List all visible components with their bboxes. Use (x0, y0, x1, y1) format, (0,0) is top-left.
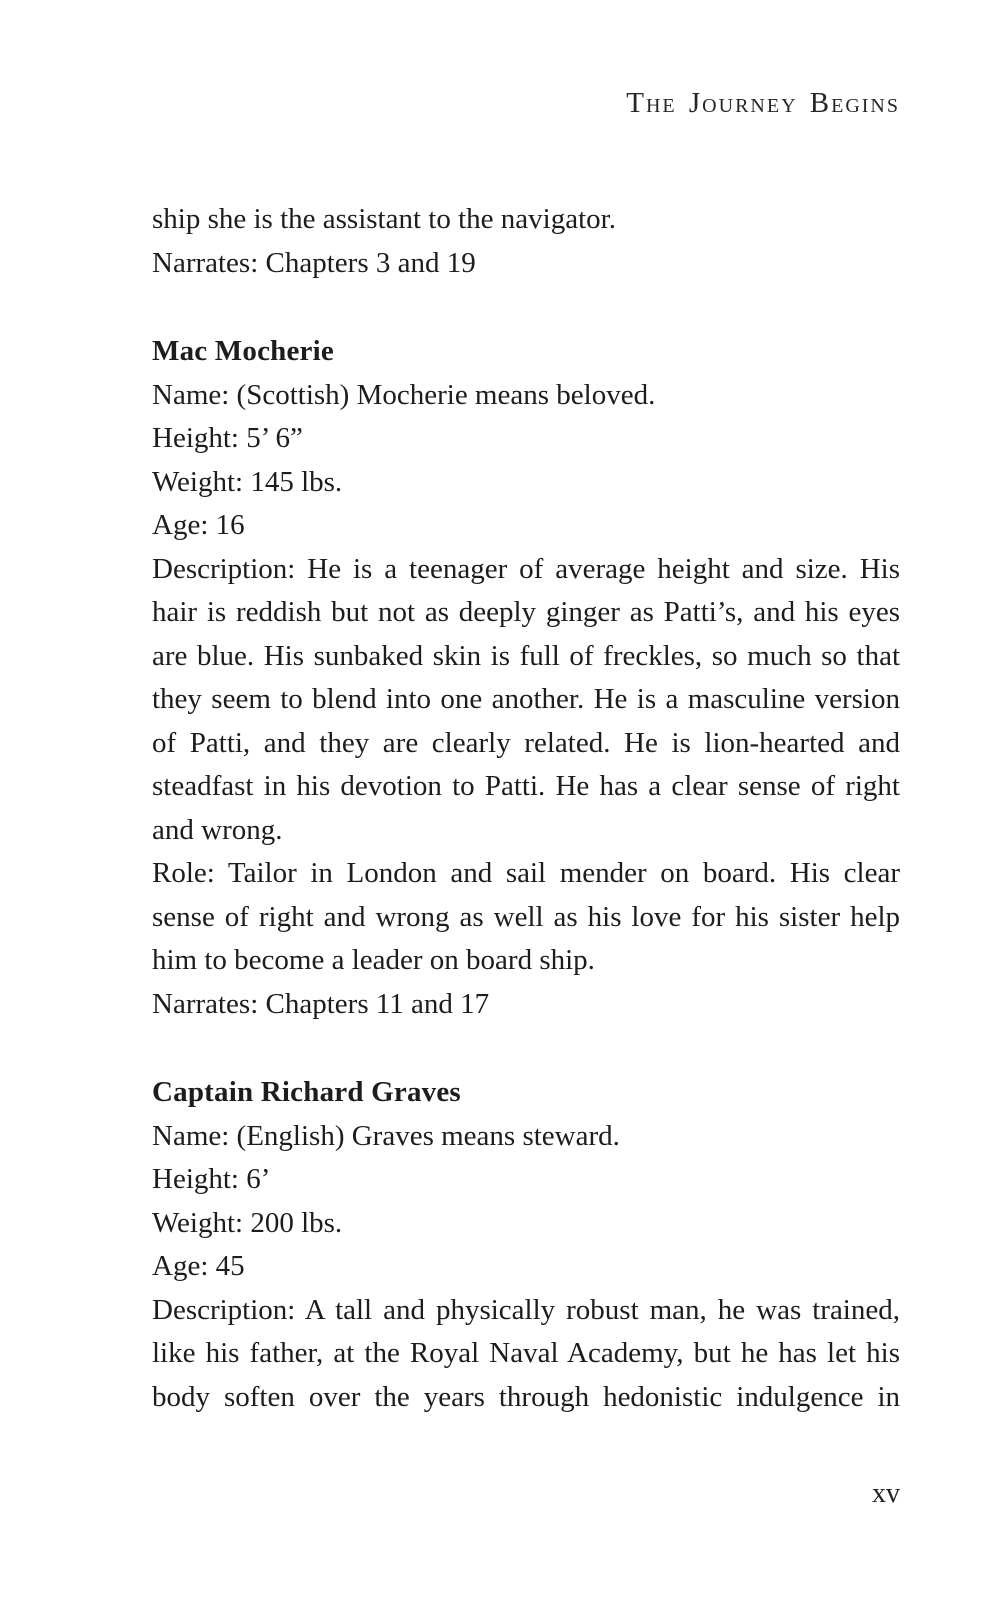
text-line: Role: Tailor in London and sail mender on board. His clear (152, 857, 900, 889)
running-header: The Journey Begins (626, 87, 900, 119)
text-line: and wrong. (152, 813, 283, 846)
text-line: Narrates: Chapters 11 and 17 (152, 987, 490, 1020)
text-line: hair is reddish but not as deeply ginger as Patti’s, and his eyes (152, 596, 900, 628)
text-line: Description: He is a teenager of average height and size. His (152, 552, 900, 585)
text-line: like his father, at the Royal Naval Academy, but he has let his (152, 1337, 900, 1369)
text-line: Height: 6’ (152, 1163, 271, 1195)
character-heading: Mac Mocherie (152, 335, 334, 367)
text-line: Weight: 145 lbs. (152, 465, 343, 498)
text-line: Description: A tall and physically robust man, he was trained, (152, 1293, 900, 1326)
page-number: xv (872, 1478, 900, 1509)
text-line: Height: 5’ 6” (152, 422, 303, 454)
text-line: body soften over the years through hedonistic indulgence in (152, 1380, 900, 1413)
text-line: Age: 45 (152, 1250, 245, 1282)
text-block (152, 198, 900, 1419)
text-line: steadfast in his devotion to Patti. He has a clear sense of right (152, 770, 900, 802)
text-line: him to become a leader on board ship. (152, 944, 595, 976)
text-line: are blue. His sunbaked skin is full of freckles, so much so that (152, 639, 900, 672)
text-line: Name: (Scottish) Mocherie means beloved. (152, 378, 656, 411)
text-line: Age: 16 (152, 509, 245, 541)
text-line: Narrates: Chapters 3 and 19 (152, 246, 476, 279)
text-line: of Patti, and they are clearly related. He is lion-hearted and (152, 726, 900, 759)
text-line: ship she is the assistant to the navigator. (152, 203, 616, 235)
text-line: Name: (English) Graves means steward. (152, 1119, 620, 1152)
character-heading: Captain Richard Graves (152, 1076, 461, 1108)
text-line: Weight: 200 lbs. (152, 1206, 343, 1239)
text-line: they seem to blend into one another. He is a masculine version (152, 683, 900, 715)
text-line: sense of right and wrong as well as his love for his sister help (152, 900, 900, 933)
